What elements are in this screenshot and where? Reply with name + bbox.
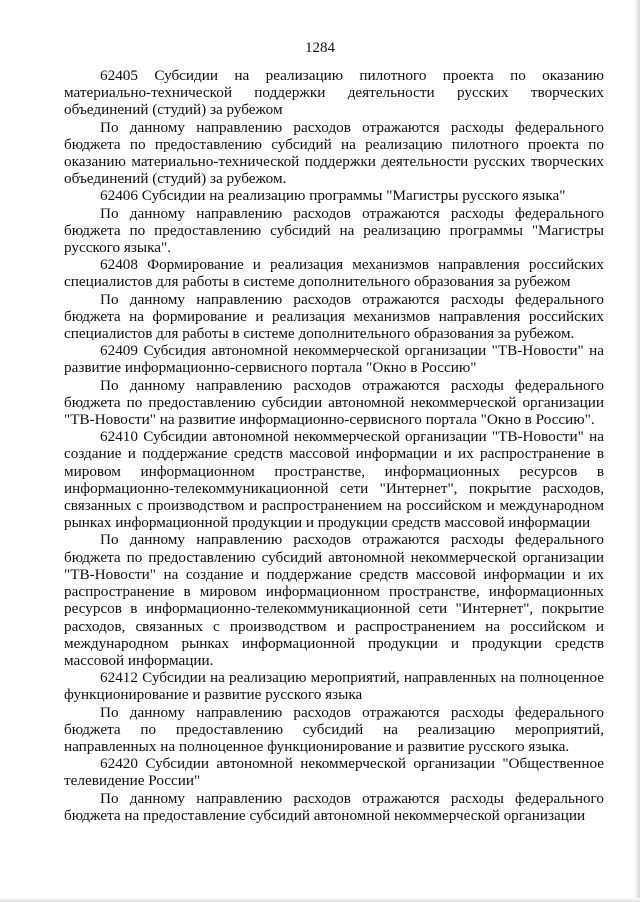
section-heading-62406: 62406 Субсидии на реализацию программы "Магистры русского языка" bbox=[100, 187, 566, 205]
section-heading-62412: 62412 Субсидии на реализацию мероприятий, направленных на полноценное функционирование и развитие русского языка bbox=[64, 669, 604, 704]
scan-edge-shadow bbox=[634, 0, 640, 902]
scan-bottom-shadow bbox=[0, 898, 640, 902]
section-heading-62420: 62420 Субсидии автономной некоммерческой организации "Общественное телевидение России" bbox=[64, 755, 604, 790]
section-heading-62405: 62405 Субсидии на реализацию пилотного проекта по оказанию материально-технической поддержки деятельности русских творческих объединений (студий) за рубежом bbox=[64, 67, 604, 119]
section-text-62408: По данному направлению расходов отражаются расходы федерального бюджета на формирование и реализация механизмов направления российских специалистов для работы в системе дополнительного образования за рубежом. bbox=[64, 290, 604, 343]
section-text-62406: По данному направлению расходов отражаются расходы федерального бюджета по предоставлению субсидий на реализацию программы "Магистры русского языка". bbox=[64, 204, 604, 257]
document-body bbox=[64, 67, 604, 824]
section-text-62405: По данному направлению расходов отражаются расходы федерального бюджета по предоставлению субсидий на реализацию пилотного проекта по оказанию материально-технической поддержки деятельности русских творческих объединений (студий) за рубежом. bbox=[64, 118, 604, 188]
page-number: 1284 bbox=[305, 40, 335, 56]
section-heading-62409: 62409 Субсидия автономной некоммерческой организации "ТВ-Новости" на развитие информационно-сервисного портала "Окно в Россию" bbox=[64, 342, 604, 377]
section-text-62420: По данному направлению расходов отражаются расходы федерального бюджета на предоставление субсидий автономной некоммерческой организации bbox=[64, 789, 604, 824]
section-heading-62408: 62408 Формирование и реализация механизмов направления российских специалистов для работы в системе дополнительного образования за рубежом bbox=[64, 256, 604, 291]
section-text-62409: По данному направлению расходов отражаются расходы федерального бюджета по предоставлению субсидии автономной некоммерческой организации "ТВ-Новости" на развитие информационно-сервисного портала "Окно в Россию". bbox=[64, 376, 604, 429]
section-heading-62410: 62410 Субсидии автономной некоммерческой организации "ТВ-Новости" на создание и поддержание средств массовой информации и их распространение в мировом информационном пространстве, информационных ресурсов в информационно-телекоммуникационной сети "Интернет", покрытие расходов, связанных с производством и распространением на российском и международном рынках информационной продукции и продукции средств массовой информации bbox=[64, 428, 604, 532]
section-text-62412: По данному направлению расходов отражаются расходы федерального бюджета по предоставлению субсидий на реализацию мероприятий, направленных на полноценное функционирование и развитие русского языка. bbox=[64, 703, 604, 755]
section-text-62410: По данному направлению расходов отражаются расходы федерального бюджета по предоставлению субсидий автономной некоммерческой организации "ТВ-Новости" на создание и поддержание средств массовой информации и их распространение в мировом информационном пространстве, информационных ресурсов в информационно-телекоммуникационной сети "Интернет", покрытие расходов, связанных с производством и распространением на российском и международном рынках информационной продукции и продукции средств массовой информации. bbox=[64, 531, 604, 669]
